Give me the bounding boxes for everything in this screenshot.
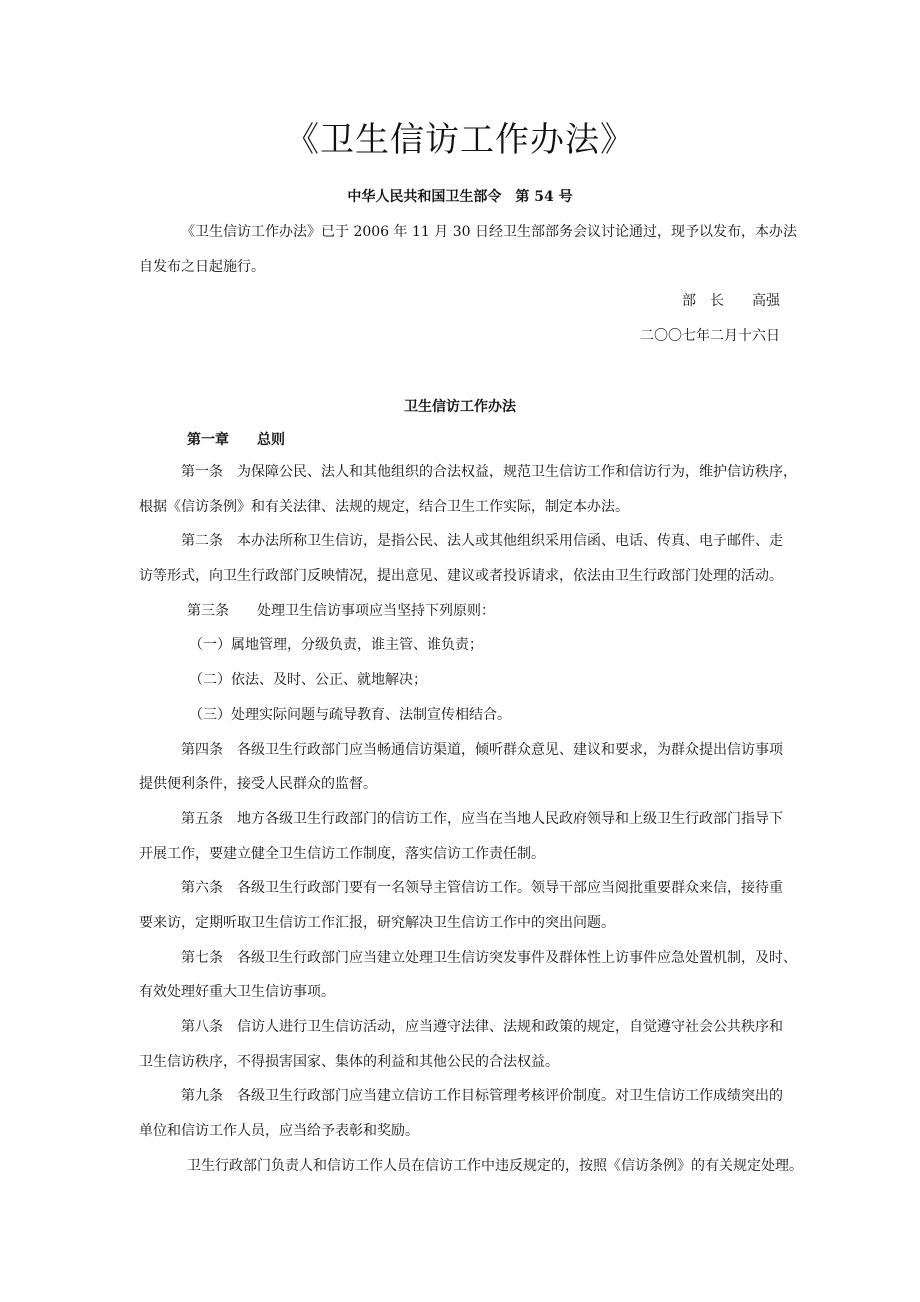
body-line: 第三条 处理卫生信访事项应当坚持下列原则： [187, 602, 495, 619]
body-line: （三）处理实际问题与疏导教育、法制宣传相结合。 [189, 706, 511, 723]
document-title: 《卫生信访工作办法》 [285, 120, 635, 160]
preamble-line-1: 《卫生信访工作办法》已于 2006 年 11 月 30 日经卫生部部务会议讨论通过，现予以发布，本办法 [181, 224, 797, 240]
preamble-line-2: 自发布之日起施行。 [139, 259, 265, 275]
body-line: 第六条 各级卫生行政部门要有一名领导主管信访工作。领导干部应当阅批重要群众来信，接待重 [181, 880, 783, 897]
body-line: 根据《信访条例》和有关法律、法规的规定，结合卫生工作实际，制定本办法。 [139, 498, 629, 515]
body-line: （二）依法、及时、公正、就地解决； [189, 672, 427, 689]
body-line: 卫生信访秩序，不得损害国家、集体的利益和其他公民的合法权益。 [139, 1053, 559, 1070]
body-line: 卫生行政部门负责人和信访工作人员在信访工作中违反规定的，按照《信访条例》的有关规定处理。 [187, 1157, 803, 1174]
body-line: 第八条 信访人进行卫生信访活动，应当遵守法律、法规和政策的规定，自觉遵守社会公共秩序和 [181, 1019, 783, 1035]
body-line: 第一条 为保障公民、法人和其他组织的合法权益，规范卫生信访工作和信访行为，维护信访秩序， [181, 464, 797, 480]
issue-date: 二〇〇七年二月十六日 [640, 328, 780, 344]
body-line: 第四条 各级卫生行政部门应当畅通信访渠道，倾听群众意见、建议和要求，为群众提出信访事项 [181, 741, 783, 758]
body-line: 提供便利条件，接受人民群众的监督。 [139, 776, 377, 793]
body-line: 第七条 各级卫生行政部门应当建立处理卫生信访突发事件及群体性上访事件应急处置机制，及时、 [181, 949, 797, 966]
decree-number: 中华人民共和国卫生部令 第 54 号 [347, 189, 573, 205]
body-line: 第二条 本办法所称卫生信访，是指公民、法人或其他组织采用信函、电话、传真、电子邮件、走 [181, 533, 783, 550]
body-line: 访等形式，向卫生行政部门反映情况，提出意见、建议或者投诉请求，依法由卫生行政部门处理的活动。 [139, 568, 783, 585]
body-line: 第九条 各级卫生行政部门应当建立信访工作目标管理考核评价制度。对卫生信访工作成绩突出的 [181, 1088, 783, 1105]
body-line: 开展工作，要建立健全卫生信访工作制度，落实信访工作责任制。 [139, 845, 545, 862]
body-line: 第五条 地方各级卫生行政部门的信访工作，应当在当地人民政府领导和上级卫生行政部门指导下 [181, 810, 783, 827]
body-line: 有效处理好重大卫生信访事项。 [139, 984, 335, 1001]
body-line: 要来访，定期听取卫生信访工作汇报，研究解决卫生信访工作中的突出问题。 [139, 914, 615, 931]
document-heading: 卫生信访工作办法 [404, 399, 516, 415]
chapter-heading: 第一章 总则 [187, 432, 285, 448]
body-line: （一）属地管理，分级负责，谁主管、谁负责； [189, 637, 483, 654]
signature: 部 长 高强 [682, 293, 780, 309]
body-line: 单位和信访工作人员，应当给予表彰和奖励。 [139, 1123, 419, 1140]
document-body [139, 462, 803, 1190]
